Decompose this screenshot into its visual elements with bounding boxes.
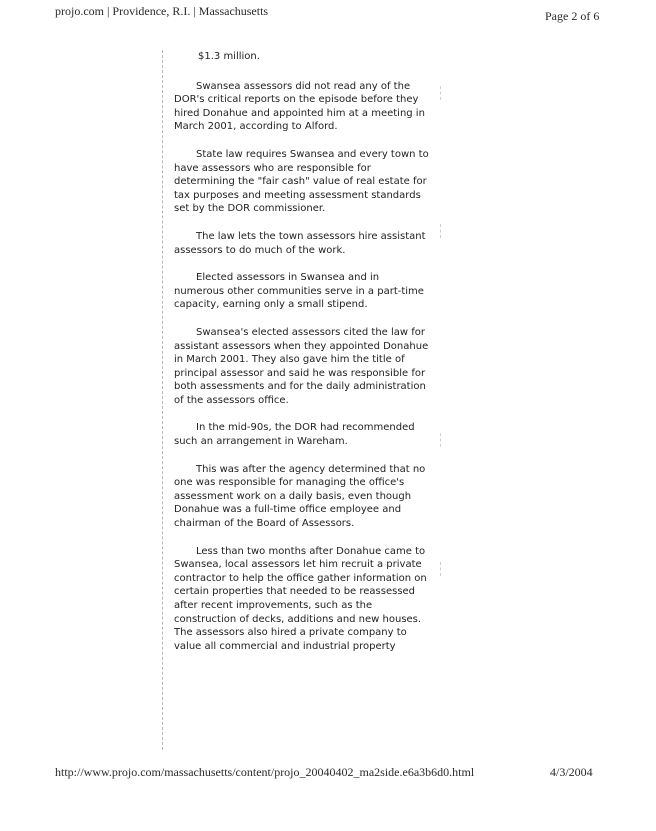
article-body <box>174 50 430 667</box>
footer-date: 4/3/2004 <box>550 765 593 779</box>
column-rule-right-mark <box>440 433 441 447</box>
article-paragraph: Swansea assessors did not read any of the DOR's critical reports on the episode before they hired Donahue and appointed him at a meeting in March 2001, according to Alford. <box>174 80 425 133</box>
article-paragraph: In the mid-90s, the DOR had recommended such an arrangement in Wareham. <box>174 422 415 448</box>
article-paragraph: The law lets the town assessors hire assistant assessors to do much of the work. <box>174 230 426 256</box>
article-paragraph: $1.3 million. <box>198 51 260 62</box>
article-paragraph: Less than two months after Donahue came to Swansea, local assessors let him recruit a private contractor to help the office gather information on certain properties that needed to be reassessed after recent improvements, such as the construction of decks, additions and new houses. The assessors also hired a private company to value all commercial and industrial property <box>174 545 427 652</box>
article-paragraph: This was after the agency determined that no one was responsible for managing the office's assessment work on a daily basis, even though Donahue was a full-time office employee and chairman of the Board of Assessors. <box>174 463 426 530</box>
column-rule-right-mark <box>440 562 441 576</box>
article-paragraph: Elected assessors in Swansea and in numerous other communities serve in a part-time capacity, earning only a small stipend. <box>174 272 424 311</box>
footer-url[interactable]: http://www.projo.com/massachusetts/content/projo_20040402_ma2side.e6a3b6d0.html <box>55 765 475 779</box>
column-rule-left <box>162 50 163 750</box>
column-rule-right-mark <box>440 224 441 238</box>
article-paragraph: Swansea's elected assessors cited the law for assistant assessors when they appointed Donahue in March 2001. They also gave him the title of principal assessor and said he was responsible for both assessments and for the daily administration of the assessors office. <box>174 326 429 406</box>
header-source: projo.com | Providence, R.I. | Massachusetts <box>55 4 269 18</box>
page-indicator: Page 2 of 6 <box>545 9 600 23</box>
column-rule-right-mark <box>440 86 441 100</box>
article-paragraph: State law requires Swansea and every town to have assessors who are responsible for determining the "fair cash" value of real estate for tax purposes and meeting assessment standards set by the DOR commissioner. <box>174 148 429 215</box>
